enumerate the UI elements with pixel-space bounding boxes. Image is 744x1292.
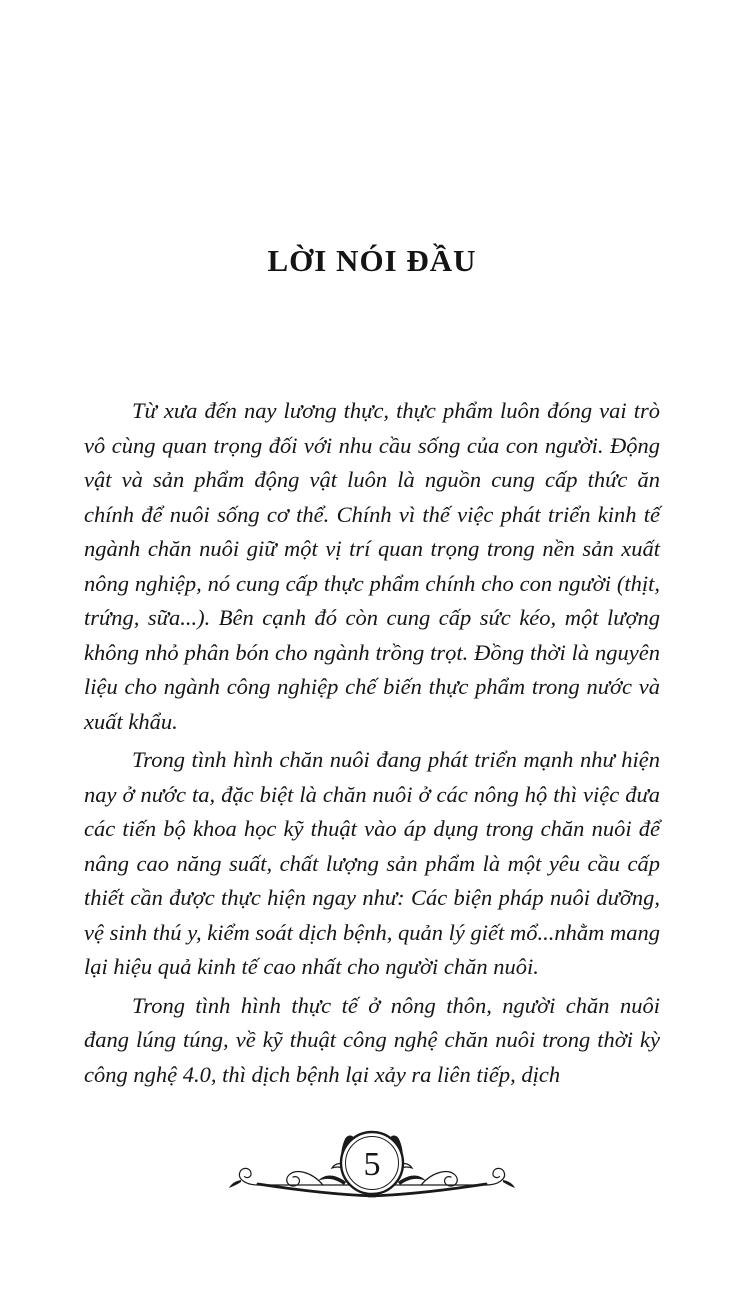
paragraph: Từ xưa đến nay lương thực, thực phẩm luôn đóng vai trò vô cùng quan trọng đối với nhu cầu sống của con người. Động vật và sản phẩm động vật luôn là nguồn cung cấp thức ăn chính để nuôi sống cơ thể. Chính vì thế việc phát triển kinh tế ngành chăn nuôi giữ một vị trí quan trọng trong nền sản xuất nông nghiệp, nó cung cấp thực phẩm chính cho con người (thịt, trứng, sữa...). Bên cạnh đó còn cung cấp sức kéo, một lượng không nhỏ phân bón cho ngành trồng trọt. Đồng thời là nguyên liệu cho ngành công nghiệp chế biến thực phẩm trong nước và xuất khẩu. — [84, 398, 660, 734]
paragraph: Trong tình hình chăn nuôi đang phát triển mạnh như hiện nay ở nước ta, đặc biệt là chăn nuôi ở các nông hộ thì việc đưa các tiến bộ khoa học kỹ thuật vào áp dụng trong chăn nuôi để nâng cao năng suất, chất lượng sản phẩm là một yêu cầu cấp thiết cần được thực hiện ngay như: Các biện pháp nuôi dưỡng, vệ sinh thú y, kiểm soát dịch bệnh, quản lý giết mổ...nhằm mang lại hiệu quả kinh tế cao nhất cho người chăn nuôi. — [84, 747, 660, 979]
page-number-ornament — [222, 1122, 522, 1214]
flourish-divider-icon — [222, 1122, 522, 1214]
chapter-title: LỜI NÓI ĐẦU — [267, 243, 477, 278]
body-text — [84, 394, 660, 1096]
paragraph: Trong tình hình thực tế ở nông thôn, người chăn nuôi đang lúng túng, về kỹ thuật công nghệ chăn nuôi trong thời kỳ công nghệ 4.0, thì dịch bệnh lại xảy ra liên tiếp, dịch — [84, 992, 660, 1087]
page-number: 5 — [363, 1146, 381, 1183]
